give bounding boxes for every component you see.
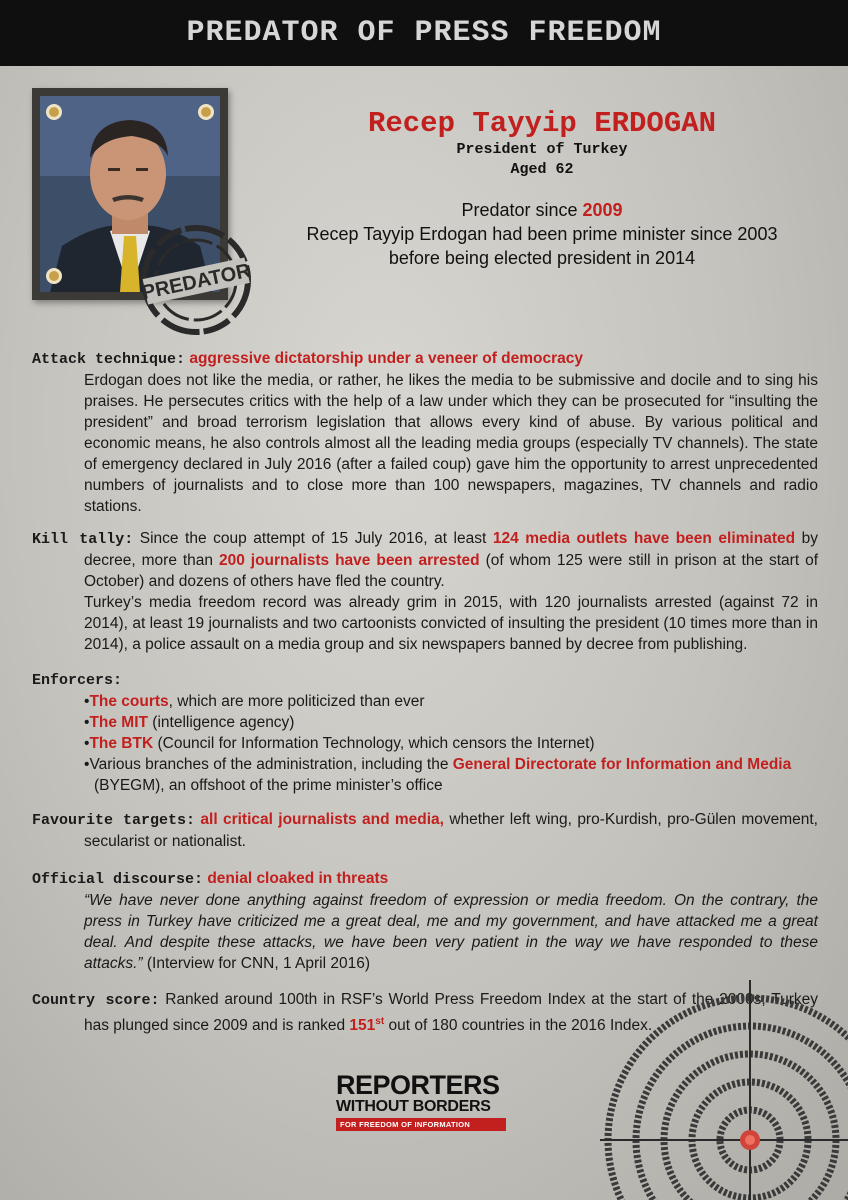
enforcers-section (32, 670, 818, 796)
stamp-text: PREDATOR (140, 259, 253, 305)
kill-highlight-1: 124 media outlets have been eliminated (492, 530, 796, 547)
score-label: Country score: (32, 992, 160, 1009)
kill-tally-paragraph-2: Turkey’s media freedom record was already grim in 2015, with 120 journalists arrested (against 72 in 2014), at least 19 journalists and two cartoonists convicted of insulting the president (10 times more than in 2014), a police assault on a media group and six newspapers banned by decree from publishing. (84, 594, 818, 653)
score-rank: 151 (349, 1017, 376, 1035)
summary-line-2: before being elected president in 2014 (388, 248, 696, 268)
kill-text-2: by decree, more than (84, 530, 818, 569)
enforcer-desc: Various branches of the administration, including the (89, 756, 453, 773)
pin-bottom-left-icon (46, 268, 62, 284)
kill-text-1: Since the coup attempt of 15 July 2016, at least (139, 530, 487, 547)
enforcer-desc: , which are more politicized than ever (168, 693, 425, 710)
discourse-section (32, 868, 818, 974)
attack-label: Attack technique: (32, 351, 186, 368)
kill-highlight-2: 200 journalists have been arrested (218, 552, 480, 569)
enforcer-desc: (Council for Information Technology, which censors the Internet) (153, 735, 595, 752)
enforcer-desc: (BYEGM), an offshoot of the prime minister’s office (94, 777, 443, 794)
profile-header (262, 108, 822, 270)
enforcer-desc: (intelligence agency) (148, 714, 295, 731)
pin-top-left-icon (46, 104, 62, 120)
enforcer-name: The BTK (89, 735, 154, 752)
enforcer-name: The MIT (89, 714, 148, 731)
logo-line-1: REPORTERS (336, 1070, 500, 1100)
predator-since-label: Predator since (461, 200, 578, 220)
enforcers-list (32, 691, 818, 796)
kill-tally-section (32, 528, 818, 655)
targets-paragraph (32, 809, 818, 852)
predator-since-year: 2009 (582, 200, 623, 220)
targets-rest: whether left wing, pro-Kurdish, pro-Gülen movement, secularist or nationalist. (84, 811, 818, 850)
discourse-quote: “We have never done anything against freedom of expression or media freedom. On the contrary, the press in Turkey have criticized me a great deal, me and my government, and have attacked me a great deal. And despite these attacks, we have been very patient in the way we have responded to these attacks.” (84, 892, 818, 972)
predator-name: Recep Tayyip ERDOGAN (367, 107, 717, 140)
enforcer-name: The courts (89, 693, 169, 710)
logo-line-2: WITHOUT BORDERS (336, 1098, 491, 1115)
predator-age: Aged 62 (510, 161, 574, 178)
score-text-2: out of 180 countries in the 2016 Index. (384, 1017, 653, 1035)
page-banner (0, 0, 848, 66)
score-text-1: Ranked around 100th in RSF’s World Press Freedom Index at the start of the 2000s, Turkey has plunged since 2009 and is ranked (84, 991, 818, 1035)
kill-tally-paragraph (32, 528, 818, 592)
predator-stamp-icon (138, 222, 254, 338)
attack-highlight: aggressive dictatorship under a veneer of democracy (189, 350, 584, 367)
discourse-source: (Interview for CNN, 1 April 2016) (142, 955, 370, 972)
enforcer-item (84, 691, 818, 712)
attack-body: Erdogan does not like the media, or rather, he likes the media to be submissive and docile and to sing his praises. He persecutes critics with the help of a law under which they can be prosecuted for “insulting the president” and broad terrorism legislation that allows every kind of abuse. By various political and economic means, he also controls almost all the leading media groups (especially TV channels). The state of emergency declared in July 2016 (after a failed coup) gave him the opportunity to arrest unprecedented numbers of journalists and to close more than 100 newspapers, magazines, TV channels and radio stations. (84, 372, 818, 515)
attack-section (32, 348, 818, 517)
targets-section (32, 809, 818, 852)
predator-intro (262, 198, 822, 270)
logo-tagline: FOR FREEDOM OF INFORMATION (336, 1118, 506, 1131)
enforcers-label: Enforcers: (32, 672, 123, 689)
enforcer-item (84, 754, 818, 796)
kill-text-3: (of whom 125 were still in prison at the start of October) and dozens of others have fled the country. (84, 552, 818, 590)
enforcer-name: General Directorate for Information and Media (452, 756, 792, 773)
enforcer-item (84, 712, 818, 733)
pin-top-right-icon (198, 104, 214, 120)
targets-highlight: all critical journalists and media, (200, 811, 444, 828)
rsf-logo (336, 1072, 516, 1131)
targets-label: Favourite targets: (32, 812, 196, 829)
banner-title: PREDATOR OF PRESS FREEDOM (186, 16, 662, 50)
summary-line-1: Recep Tayyip Erdogan had been prime minister since 2003 (306, 224, 778, 244)
discourse-highlight: denial cloaked in threats (207, 870, 389, 887)
predator-role: President of Turkey (456, 141, 628, 158)
crosshair-target-icon (600, 960, 848, 1200)
kill-tally-label: Kill tally: (32, 531, 134, 548)
discourse-label: Official discourse: (32, 871, 204, 888)
enforcer-item (84, 733, 818, 754)
score-rank-suffix: st (375, 1016, 385, 1027)
